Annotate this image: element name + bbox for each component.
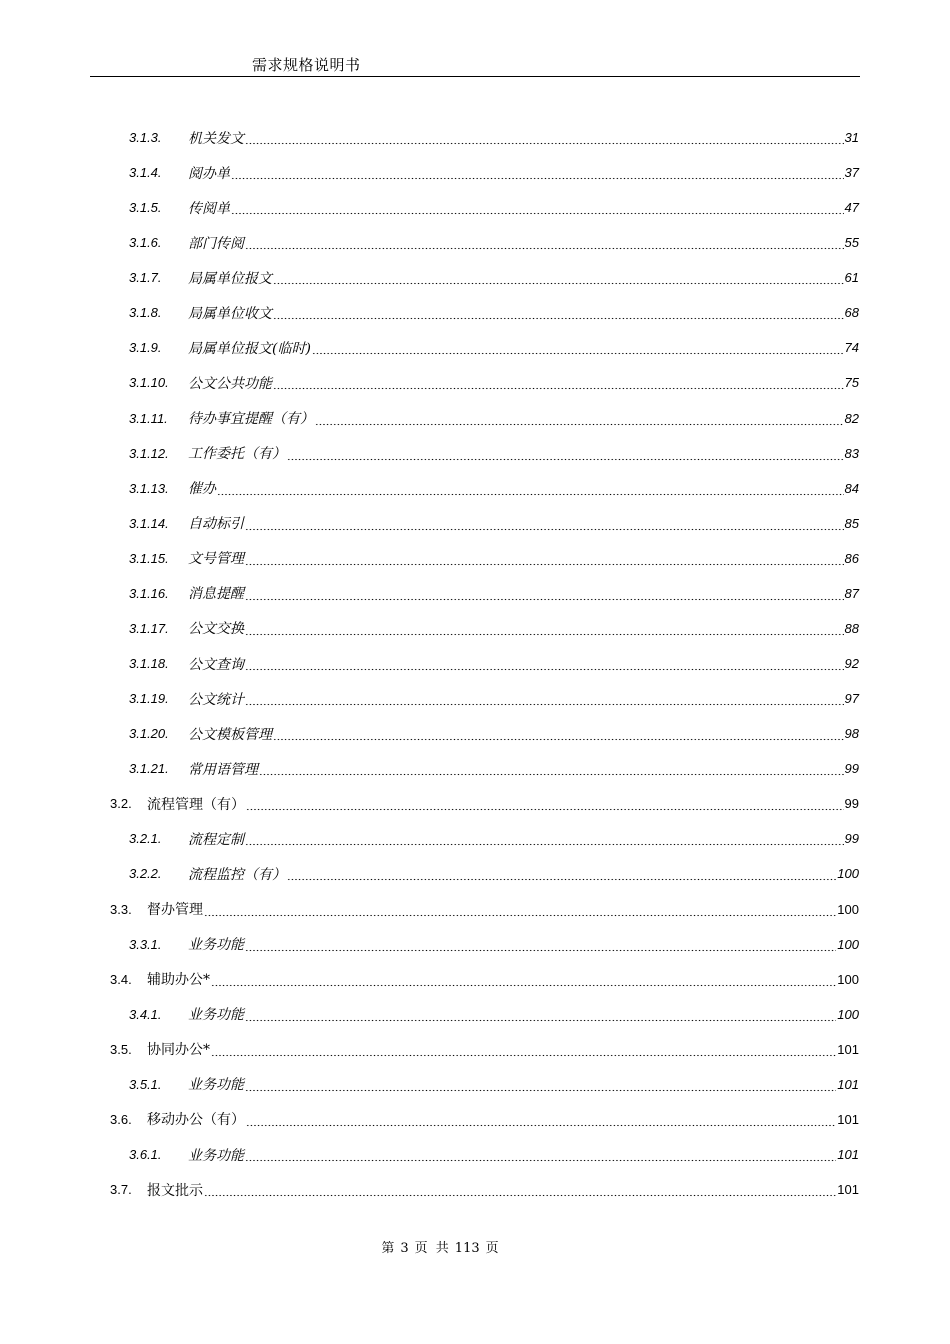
toc-entry-page-number: 100 bbox=[837, 866, 859, 882]
toc-entry-page-number: 61 bbox=[844, 270, 859, 286]
toc-entry-page-number: 83 bbox=[844, 445, 859, 461]
toc-entry-title: 协同办公* bbox=[147, 1042, 210, 1059]
toc-entry-title: 公文模板管理 bbox=[188, 726, 272, 743]
toc-dot-leader bbox=[315, 414, 844, 426]
toc-entry-number: 3.1.11. bbox=[129, 410, 168, 426]
toc-dot-leader bbox=[246, 799, 844, 811]
toc-entry-number: 3.1.13. bbox=[129, 480, 169, 496]
toc-entry-number: 3.6. bbox=[110, 1111, 132, 1127]
toc-entry-number: 3.1.16. bbox=[129, 585, 169, 601]
toc-dot-leader bbox=[211, 975, 836, 987]
toc-entry-number: 3.1.12. bbox=[129, 445, 169, 461]
toc-dot-leader bbox=[259, 764, 844, 776]
toc-entry-page-number: 31 bbox=[844, 130, 859, 145]
toc-entry[interactable] bbox=[129, 681, 859, 716]
toc-entry-number: 3.1.18. bbox=[129, 656, 169, 672]
toc-entry[interactable] bbox=[110, 1102, 859, 1137]
toc-entry[interactable] bbox=[129, 856, 859, 891]
toc-entry-title: 公文公共功能 bbox=[188, 375, 272, 392]
toc-entry-number: 3.2. bbox=[110, 796, 132, 812]
toc-entry[interactable] bbox=[129, 365, 859, 400]
toc-entry-number: 3.5. bbox=[110, 1041, 132, 1057]
toc-entry-page-number: 47 bbox=[844, 200, 859, 216]
toc-entry[interactable] bbox=[129, 436, 859, 471]
toc-entry-title: 自动标引 bbox=[188, 516, 244, 533]
toc-entry-number: 3.4. bbox=[110, 971, 132, 987]
toc-entry-page-number: 37 bbox=[844, 165, 859, 181]
toc-entry-title: 业务功能 bbox=[188, 937, 244, 954]
toc-entry-number: 3.3.1. bbox=[129, 936, 162, 952]
toc-entry-page-number: 99 bbox=[844, 831, 859, 847]
toc-dot-leader bbox=[245, 1010, 836, 1022]
toc-entry-title: 辅助办公* bbox=[147, 972, 210, 989]
toc-dot-leader bbox=[273, 729, 844, 741]
toc-entry[interactable] bbox=[110, 1032, 859, 1067]
toc-dot-leader bbox=[273, 308, 844, 320]
toc-entry-page-number: 97 bbox=[844, 691, 859, 707]
toc-entry[interactable] bbox=[129, 295, 859, 330]
footer-middle: 页 共 bbox=[414, 1241, 449, 1256]
toc-entry-page-number: 92 bbox=[844, 656, 859, 672]
toc-entry[interactable] bbox=[129, 471, 859, 506]
toc-entry-page-number: 86 bbox=[844, 550, 859, 566]
toc-entry[interactable] bbox=[129, 646, 859, 681]
toc-entry[interactable] bbox=[110, 786, 859, 821]
toc-entry-number: 3.1.19. bbox=[129, 691, 169, 707]
toc-entry-page-number: 101 bbox=[837, 1182, 859, 1198]
toc-dot-leader bbox=[245, 694, 844, 706]
toc-entry-number: 3.1.5. bbox=[129, 200, 162, 216]
toc-dot-leader bbox=[245, 1080, 836, 1092]
toc-entry-number: 3.5.1. bbox=[129, 1076, 162, 1092]
toc-entry-page-number: 87 bbox=[844, 585, 859, 601]
toc-entry-page-number: 101 bbox=[837, 1111, 859, 1127]
toc-entry-page-number: 74 bbox=[844, 340, 859, 356]
toc-entry-title: 业务功能 bbox=[188, 1147, 244, 1164]
toc-entry-title: 文号管理 bbox=[188, 551, 244, 568]
toc-entry-page-number: 68 bbox=[844, 305, 859, 321]
toc-entry-title: 督办管理 bbox=[147, 902, 203, 919]
toc-entry[interactable] bbox=[129, 927, 859, 962]
toc-entry-title: 公文统计 bbox=[188, 691, 244, 708]
toc-entry-title: 阅办单 bbox=[188, 165, 230, 182]
toc-entry-page-number: 99 bbox=[844, 761, 859, 777]
toc-dot-leader bbox=[217, 484, 844, 496]
toc-entry-page-number: 85 bbox=[844, 515, 859, 531]
toc-entry-number: 3.1.7. bbox=[129, 270, 162, 286]
toc-entry-page-number: 100 bbox=[837, 936, 859, 952]
toc-entry[interactable] bbox=[129, 997, 859, 1032]
toc-entry-title: 流程监控（有） bbox=[188, 866, 286, 883]
toc-entry-title: 公文交换 bbox=[188, 621, 244, 638]
toc-entry-title: 机关发文 bbox=[188, 130, 244, 147]
toc-dot-leader bbox=[245, 519, 844, 531]
footer-suffix: 页 bbox=[485, 1241, 499, 1256]
toc-dot-leader bbox=[231, 203, 844, 215]
toc-entry-title: 局属单位收文 bbox=[188, 305, 272, 322]
toc-entry[interactable] bbox=[129, 506, 859, 541]
toc-entry[interactable] bbox=[110, 892, 859, 927]
footer-total-pages: 113 bbox=[454, 1241, 480, 1256]
toc-dot-leader bbox=[245, 834, 844, 846]
toc-dot-leader bbox=[245, 1150, 836, 1162]
toc-entry-page-number: 100 bbox=[837, 971, 859, 987]
toc-entry[interactable] bbox=[110, 1172, 859, 1207]
toc-entry-number: 3.1.21. bbox=[129, 761, 169, 777]
toc-entry-title: 常用语管理 bbox=[188, 761, 258, 778]
toc-entry-number: 3.1.8. bbox=[129, 305, 162, 321]
toc-entry-number: 3.1.4. bbox=[129, 165, 162, 181]
toc-entry-number: 3.1.20. bbox=[129, 726, 169, 742]
toc-entry[interactable] bbox=[129, 751, 859, 786]
toc-entry-page-number: 99 bbox=[844, 796, 859, 812]
toc-entry-title: 公文查询 bbox=[188, 656, 244, 673]
toc-entry[interactable] bbox=[129, 330, 859, 365]
toc-entry[interactable] bbox=[129, 120, 859, 155]
toc-dot-leader bbox=[246, 1115, 836, 1127]
toc-entry-title: 业务功能 bbox=[188, 1077, 244, 1094]
toc-entry[interactable] bbox=[129, 1067, 859, 1102]
toc-entry-number: 3.2.2. bbox=[129, 866, 162, 882]
toc-entry-page-number: 100 bbox=[837, 1006, 859, 1022]
toc-entry-title: 局属单位报文(临时) bbox=[188, 340, 311, 357]
toc-entry-title: 业务功能 bbox=[188, 1007, 244, 1024]
page-footer bbox=[0, 1237, 880, 1256]
toc-entry-title: 流程定制 bbox=[188, 831, 244, 848]
toc-entry-page-number: 88 bbox=[844, 620, 859, 636]
toc-entry-number: 3.1.9. bbox=[129, 340, 162, 356]
toc-entry[interactable] bbox=[129, 611, 859, 646]
toc-entry-page-number: 75 bbox=[844, 375, 859, 391]
toc-entry-page-number: 101 bbox=[837, 1041, 859, 1057]
toc-entry-title: 催办 bbox=[188, 481, 216, 498]
toc-dot-leader bbox=[273, 378, 844, 390]
toc-entry-title: 报文批示 bbox=[147, 1182, 203, 1199]
toc-entry-title: 部门传阅 bbox=[188, 235, 244, 252]
toc-entry-number: 3.4.1. bbox=[129, 1006, 162, 1022]
toc-entry[interactable] bbox=[129, 225, 859, 260]
toc-dot-leader bbox=[245, 133, 844, 145]
toc-dot-leader bbox=[231, 168, 844, 180]
toc-dot-leader bbox=[245, 940, 836, 952]
toc-entry[interactable] bbox=[129, 401, 859, 436]
toc-entry[interactable] bbox=[129, 541, 859, 576]
toc-entry-number: 3.7. bbox=[110, 1182, 132, 1198]
toc-entry[interactable] bbox=[129, 716, 859, 751]
toc-entry[interactable] bbox=[129, 155, 859, 190]
toc-entry-page-number: 55 bbox=[844, 235, 859, 251]
toc-dot-leader bbox=[204, 1185, 836, 1197]
toc-entry-page-number: 101 bbox=[837, 1147, 859, 1163]
toc-entry-title: 消息提醒 bbox=[188, 586, 244, 603]
toc-dot-leader bbox=[245, 238, 844, 250]
toc-entry-page-number: 84 bbox=[844, 480, 859, 496]
toc-dot-leader bbox=[273, 273, 844, 285]
toc-entry-title: 移动办公（有） bbox=[147, 1112, 245, 1129]
toc-entry-title: 待办事宜提醒（有） bbox=[188, 411, 314, 428]
toc-entry[interactable] bbox=[129, 260, 859, 295]
toc-entry[interactable] bbox=[129, 190, 859, 225]
toc-entry-number: 3.6.1. bbox=[129, 1147, 162, 1163]
toc-entry-page-number: 82 bbox=[844, 410, 859, 426]
toc-entry-title: 流程管理（有） bbox=[147, 796, 245, 813]
toc-dot-leader bbox=[245, 589, 844, 601]
toc-entry-title: 传阅单 bbox=[188, 200, 230, 217]
document-title: 需求规格说明书 bbox=[252, 56, 361, 74]
toc-dot-leader bbox=[287, 449, 844, 461]
toc-entry-number: 3.3. bbox=[110, 901, 132, 917]
toc-entry-page-number: 101 bbox=[837, 1076, 859, 1092]
toc-dot-leader bbox=[245, 624, 844, 636]
toc-entry-number: 3.1.15. bbox=[129, 550, 169, 566]
toc-dot-leader bbox=[245, 554, 844, 566]
toc-entry-page-number: 100 bbox=[837, 901, 859, 917]
footer-prefix: 第 bbox=[381, 1241, 395, 1256]
toc-entry[interactable] bbox=[129, 1137, 859, 1172]
toc-entry-number: 3.1.14. bbox=[129, 515, 169, 531]
toc-entry-number: 3.1.6. bbox=[129, 235, 162, 251]
toc-entry-title: 局属单位报文 bbox=[188, 270, 272, 287]
toc-entry-page-number: 98 bbox=[844, 726, 859, 742]
toc-entry-title: 工作委托（有） bbox=[188, 446, 286, 463]
toc-entry[interactable] bbox=[129, 821, 859, 856]
toc-entry-number: 3.1.3. bbox=[129, 130, 162, 145]
toc-entry[interactable] bbox=[129, 576, 859, 611]
toc-entry-number: 3.2.1. bbox=[129, 831, 162, 847]
toc-dot-leader bbox=[211, 1045, 836, 1057]
toc-dot-leader bbox=[312, 343, 844, 355]
toc-entry-number: 3.1.10. bbox=[129, 375, 169, 391]
toc-entry[interactable] bbox=[110, 962, 859, 997]
page-header bbox=[90, 52, 860, 77]
toc-entry-number: 3.1.17. bbox=[129, 620, 169, 636]
toc-dot-leader bbox=[287, 869, 836, 881]
footer-current-page: 3 bbox=[400, 1241, 409, 1256]
toc-dot-leader bbox=[245, 659, 844, 671]
toc-dot-leader bbox=[204, 905, 836, 917]
